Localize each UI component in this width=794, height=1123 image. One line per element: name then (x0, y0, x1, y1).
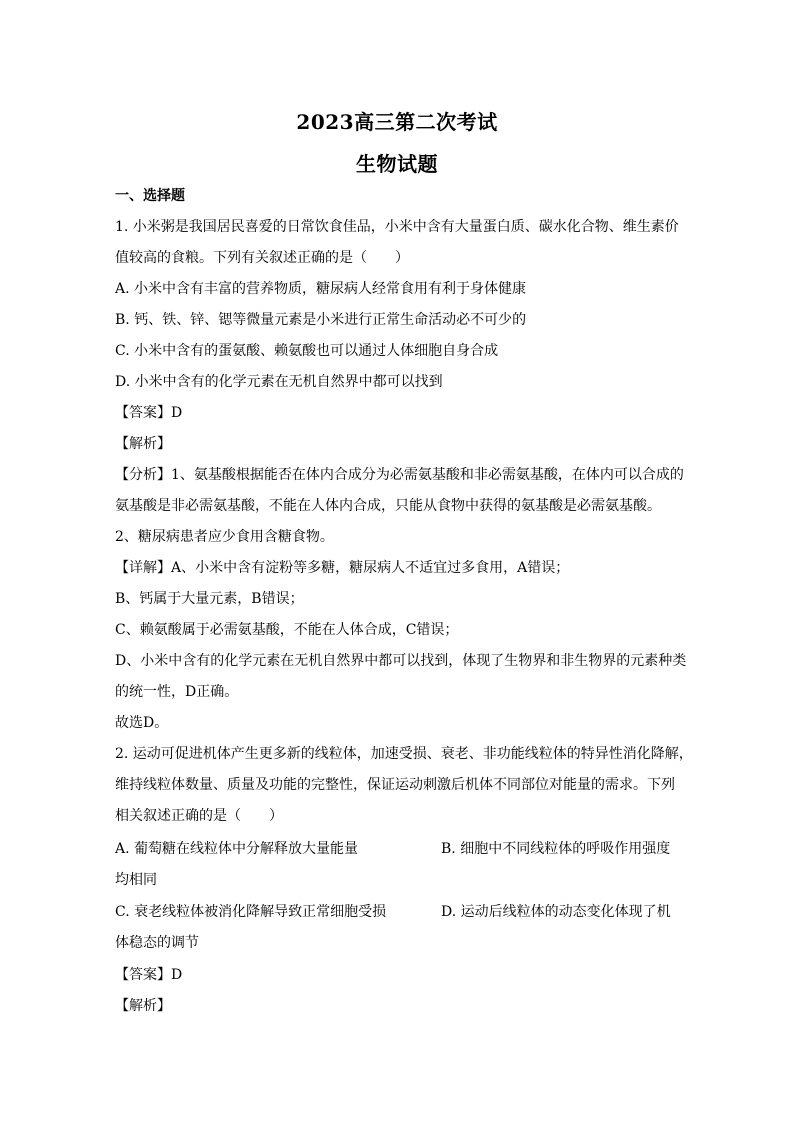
q1-detail-line: 【详解】A、小米中含有淀粉等多糖，糖尿病人不适宜过多食用，A错误； (115, 560, 570, 576)
q2-analysis-label: 【解析】 (115, 998, 171, 1014)
q1-option-c: C. 小米中含有的蛋氨酸、赖氨酸也可以通过人体细胞自身合成 (115, 343, 499, 359)
q1-option-d: D. 小米中含有的化学元素在无机自然界中都可以找到 (115, 374, 443, 390)
exam-subtitle: 生物试题 (356, 152, 438, 176)
q1-analysis-line: 氨基酸是非必需氨基酸，不能在人体内合成，只能从食物中获得的氨基酸是必需氨基酸。 (115, 498, 661, 514)
q1-analysis-label: 【解析】 (115, 436, 171, 452)
exam-title: 2023高三第二次考试 (296, 110, 498, 134)
q1-option-a: A. 小米中含有丰富的营养物质，糖尿病人经常食用有利于身体健康 (115, 281, 527, 297)
q2-option-b-continued: 均相同 (115, 872, 157, 888)
q2-option-c: C. 衰老线粒体被消化降解导致正常细胞受损 (115, 904, 387, 920)
q2-option-b: B. 细胞中不同线粒体的呼吸作用强度 (441, 841, 671, 857)
q1-stem-line: 值较高的食粮。下列有关叙述正确的是（ ） (115, 250, 409, 266)
q2-option-d: D. 运动后线粒体的动态变化体现了机 (441, 904, 671, 920)
q2-option-d-continued: 体稳态的调节 (115, 935, 199, 951)
q1-conclusion: 故选D。 (115, 715, 169, 731)
q1-detail-line: C、赖氨酸属于必需氨基酸，不能在人体合成，C错误； (115, 622, 459, 638)
q2-answer: 【答案】D (115, 967, 183, 983)
q1-answer: 【答案】D (115, 405, 183, 421)
q2-stem-line: 维持线粒体数量、质量及功能的完整性，保证运动刺激后机体不同部位对能量的需求。下列 (115, 777, 675, 793)
section-heading: 一、选择题 (115, 188, 185, 204)
q2-stem-line: 2. 运动可促进机体产生更多新的线粒体，加速受损、衰老、非功能线粒体的特异性消化降解， (115, 746, 693, 762)
q1-analysis-line: 【分析】1、氨基酸根据能否在体内合成分为必需氨基酸和非必需氨基酸，在体内可以合成的 (115, 467, 684, 483)
q1-detail-line: D、小米中含有的化学元素在无机自然界中都可以找到，体现了生物界和非生物界的元素种类 (115, 653, 687, 669)
q1-analysis-line: 2、糖尿病患者应少食用含糖食物。 (115, 529, 334, 545)
q1-option-b: B. 钙、铁、锌、锶等微量元素是小米进行正常生命活动必不可少的 (115, 312, 527, 328)
q1-stem-line: 1. 小米粥是我国居民喜爱的日常饮食佳品，小米中含有大量蛋白质、碳水化合物、维生素价 (115, 219, 679, 235)
q1-detail-line: 的统一性，D正确。 (115, 684, 239, 700)
q2-option-a: A. 葡萄糖在线粒体中分解释放大量能量 (115, 841, 359, 857)
q2-stem-line: 相关叙述正确的是（ ） (115, 808, 283, 824)
q1-detail-line: B、钙属于大量元素，B错误； (115, 591, 304, 607)
